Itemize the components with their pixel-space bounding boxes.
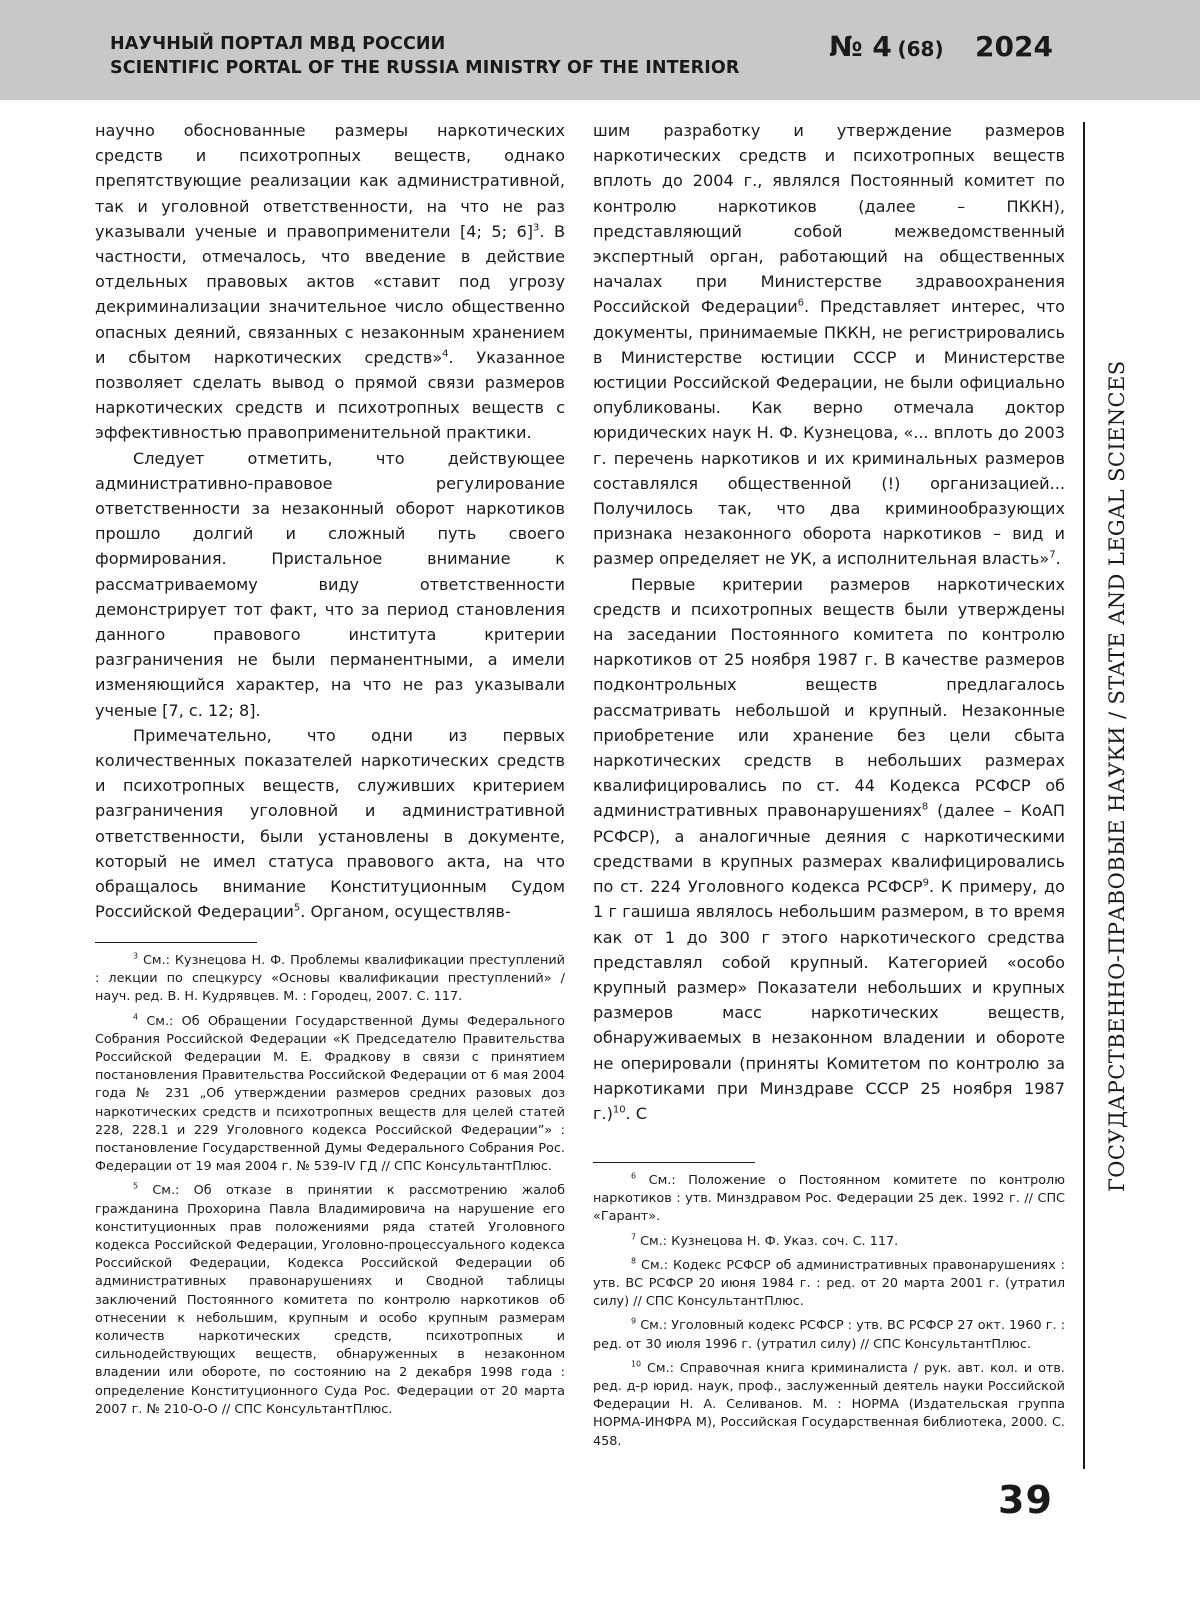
text-run: . Представляет интерес, что документы, принимаемые ПККН, не регистрировались в Министерстве юстиции СССР и Министерстве юстиции Российской Федерации, не были официально опубликованы. Как верно отмечала доктор юридических наук Н. Ф. Кузнецова, «... вплоть до 2003 г. перечень наркотиков и их криминальных размеров составлялся общественной (!) организацией... Получилось так, что два криминообразующих признака незаконного оборота наркотиков – вид и размер определяет не УК, а исполнительная власть» [593, 297, 1065, 569]
footnote-ref: 10 [612, 1104, 626, 1116]
issue-total: (68) [897, 37, 944, 61]
page-number: 39 [998, 1478, 1053, 1522]
footnote-ref: 9 [922, 877, 929, 889]
footnote-divider [593, 1162, 755, 1163]
footnote-5 [95, 1182, 565, 1419]
left-paragraph-2: Следует отметить, что действующее административно-правовое регулирование ответственности за незаконный оборот наркотиков прошло долгий и сложный путь своего формирования. Пристальное внимание к рассматриваемому виду ответственности демонстрирует тот факт, что за период становления данного правового института критерии разграничения не были перманентными, а имели изменяющийся характер, на что не раз указывали ученые [7, с. 12; 8]. [95, 448, 565, 720]
left-paragraph-3 [95, 723, 565, 925]
footnote-3 [95, 952, 565, 1007]
footnote-ref: 3 [533, 222, 540, 234]
left-paragraph-1 [95, 118, 565, 446]
footnote-9 [593, 1317, 1065, 1353]
section-title-vertical [1102, 360, 1132, 1192]
footnote-number: 6 [631, 1171, 637, 1181]
footnote-text: См.: Уголовный кодекс РСФСР : утв. ВС РСФСР 27 окт. 1960 г. : ред. от 30 июля 1996 г. (утратил силу) // СПС КонсультантПлюс. [593, 1318, 1065, 1352]
footnote-divider [95, 942, 257, 943]
journal-title-ru: НАУЧНЫЙ ПОРТАЛ МВД РОССИИ [110, 34, 446, 54]
footnote-text: См.: Положение о Постоянном комитете по контролю наркотиков : утв. Минздравом Рос. Федерации 25 дек. 1992 г. // СПС «Гарант». [593, 1173, 1065, 1225]
footnote-10 [593, 1360, 1065, 1451]
right-paragraph-2 [593, 572, 1065, 1126]
text-run: . В частности, отмечалось, что введение в действие отдельных правовых актов «ставит под угрозу декриминализации значительное число общественно опасных деяний, связанных с незаконным хранением и сбытом наркотических средств» [95, 221, 565, 367]
footnote-text: См.: Кодекс РСФСР об административных правонарушениях : утв. ВС РСФСР 20 июня 1984 г. : ред. от 20 марта 2001 г. (утратил силу) // СПС КонсультантПлюс. [593, 1257, 1065, 1310]
left-column [95, 118, 565, 925]
text-run: . [1055, 549, 1061, 569]
footnote-text: См.: Справочная книга криминалиста / рук. авт. кол. и отв. ред. д-р юрид. наук, проф., заслуженный деятель науки Российской Федерации Н. А. Селиванов. М. : НОРМА (Издательская группа НОРМА-ИНФРА М), Российская Государственная библиотека, 2000. С. 458. [593, 1360, 1065, 1449]
side-divider-line [1083, 122, 1085, 1469]
footnote-number: 5 [133, 1182, 139, 1192]
text-run: (далее – КоАП РСФСР), а аналогичные деяния с наркотическими средствами в крупных размерах квалифицировались по ст. 224 Уголовного кодекса РСФСР [593, 801, 1065, 897]
footnote-number: 3 [133, 951, 139, 961]
footnote-ref: 7 [1049, 550, 1056, 562]
footnote-number: 10 [631, 1359, 642, 1369]
right-column [593, 118, 1065, 1126]
footnote-number: 9 [631, 1317, 637, 1327]
issue-label [829, 30, 944, 63]
footnote-text: См.: Кузнецова Н. Ф. Проблемы квалификации преступлений : лекции по спецкурсу «Основы квалификации преступлений» / науч. ред. В. Н. Кудрявцев. М. : Городец, 2007. С. 117. [95, 953, 565, 1005]
footnote-number: 4 [133, 1012, 139, 1022]
footnote-8 [593, 1257, 1065, 1312]
footnote-7 [593, 1233, 1065, 1251]
footnote-ref: 5 [293, 902, 301, 914]
text-run: . С [625, 1103, 648, 1123]
text-run: научно обоснованные размеры наркотических средств и психотропных веществ, однако препятствующие реализации как административной, так и уголовной ответственности, на что не раз указывали ученые и правоприменители [4; 5; 6] [95, 121, 565, 241]
text-run: . К примеру, до 1 г гашиша являлось небольшим размером, в то время как от 1 до 300 г этого наркотического средства представлял собой крупный. Категорией «особо крупный размер» Показатели небольших и крупных размеров масс наркотических веществ, обнаруживаемых в незаконном владении и обороте не оперировали (приняты Комитетом по контролю за наркотиками при Минздраве СССР 25 ноября 1987 г.) [593, 877, 1065, 1123]
footnote-text: См.: Кузнецова Н. Ф. Указ. соч. С. 117. [636, 1233, 899, 1249]
text-run: . Указанное позволяет сделать вывод о прямой связи размеров наркотических средств и психотропных веществ с эффективностью правоприменительной практики. [95, 347, 565, 443]
text-run: Примечательно, что одни из первых количественных показателей наркотических средств и психотропных веществ, служивших критерием разграничения уголовной и административной ответственности, были установлены в документе, который не имел статуса правового акта, на что обращалось внимание Конституционным Судом Российской Федерации [95, 725, 565, 922]
footnote-number: 7 [631, 1232, 637, 1242]
section-title-text: ГОСУДАРСТВЕННО-ПРАВОВЫЕ НАУКИ / STATE AND LEGAL SCIENCES [1105, 360, 1129, 1192]
footnote-text: См.: Об отказе в принятии к рассмотрению жалоб гражданина Прохорина Павла Владимировича на нарушение его конституционных прав положениями ряда статей Уголовного кодекса Российской Федерации, Уголовно-процессуального кодекса Российской Федерации, Кодекса Российской Федерации об административных правонарушениях и Сводной таблицы заключений Постоянного комитета по контролю наркотиков об отнесении к небольшим, крупным и особо крупным размерам количеств наркотических средств, психотропных и сильнодействующих веществ, обнаруженных в незаконном владении или обороте, по состоянию на 2 декабря 1998 года : определение Конституционного Суда Рос. Федерации от 20 марта 2007 г. № 210-О-О // СПС КонсультантПлюс. [95, 1183, 565, 1417]
footnote-text: См.: Об Обращении Государственной Думы Федерального Собрания Российской Федерации «К Председателю Правительства Российской Федерации М. Е. Фрадкову в связи с принятием постановления Правительства Российской Федерации от 6 мая 2004 года № 231 „Об утверждении размеров средних разовых доз наркотических средств и психотропных веществ для целей статей 228, 228.1 и 229 Уголовного кодекса Российской Федерации”» : постановление Государственной Думы Федерального Собрания Рос. Федерации от 19 мая 2004 г. № 539-IV ГД // СПС КонсультантПлюс. [95, 1013, 565, 1175]
footnote-6 [593, 1172, 1065, 1227]
footnote-ref: 4 [442, 348, 449, 360]
text-run: Первые критерии размеров наркотических средств и психотропных веществ были утверждены на заседании Постоянного комитета по контролю наркотиков от 25 ноября 1987 г. В качестве размеров подконтрольных веществ предлагалось рассматривать небольшой и крупный. Незаконные приобретение или хранение без цели сбыта наркотических средств в небольших размерах квалифицировались по ст. 44 Кодекса РСФСР об административных правонарушениях [593, 574, 1065, 821]
footnote-ref: 8 [921, 802, 929, 814]
footnotes-right [593, 1162, 1065, 1457]
right-paragraph-1 [593, 118, 1065, 572]
footnote-ref: 6 [797, 298, 804, 310]
issue-year: 2024 [975, 30, 1053, 63]
journal-title-en: SCIENTIFIC PORTAL OF THE RUSSIA MINISTRY OF THE INTERIOR [110, 58, 740, 78]
issue-number: № 4 [829, 30, 892, 63]
footnote-number: 8 [631, 1256, 637, 1266]
text-run: . Органом, осуществляв- [300, 902, 511, 922]
footnotes-left [95, 942, 565, 1425]
footnote-4 [95, 1013, 565, 1177]
text-run: шим разработку и утверждение размеров наркотических средств и психотропных веществ вплоть до 2004 г., являлся Постоянный комитет по контролю наркотиков (далее – ПККН), представляющий собой межведомственный экспертный орган, работающий на общественных началах при Министерстве здравоохранения Российской Федерации [593, 121, 1065, 317]
page-header [0, 0, 1200, 100]
